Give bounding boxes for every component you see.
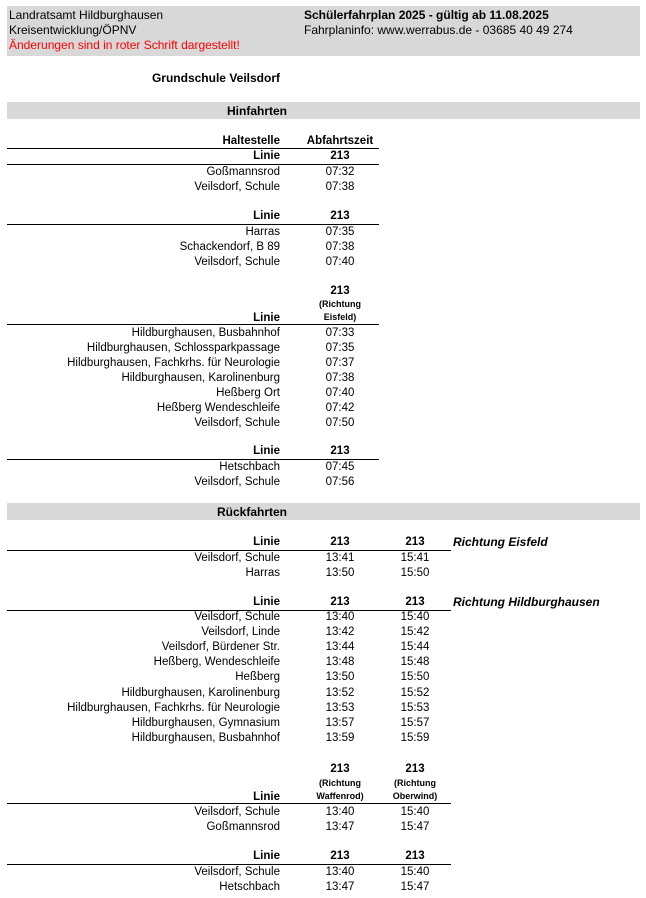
stop-name: Heßberg (235, 671, 280, 683)
departure-time: 15:44 (400, 641, 430, 653)
line-direction-note: (Richtung (319, 778, 361, 788)
line-direction-note: (Richtung (394, 778, 436, 788)
header-right (304, 8, 573, 38)
departure-time: 13:48 (325, 656, 355, 668)
departure-time: 15:47 (400, 821, 430, 833)
line-number: 213 (405, 850, 425, 862)
departure-time: 13:59 (325, 732, 355, 744)
departure-time: 07:56 (325, 476, 355, 488)
stop-name: Hildburghausen, Schlossparkpassage (86, 342, 280, 354)
stop-name: Harras (245, 226, 280, 238)
stop-name: Veilsdorf, Schule (194, 866, 280, 878)
departure-time: 13:44 (325, 641, 355, 653)
line-number: 213 (330, 150, 350, 162)
departure-time: 15:41 (400, 552, 430, 564)
line-label: Linie (253, 791, 280, 803)
authority-name: Landratsamt Hildburghausen (9, 8, 164, 22)
line-number: 213 (405, 536, 425, 548)
departure-time: 13:41 (325, 552, 355, 564)
departure-time: 15:40 (400, 866, 430, 878)
line-direction-note: Eisfeld) (323, 312, 357, 322)
departure-time: 13:47 (325, 881, 355, 893)
departure-time: 15:40 (400, 806, 430, 818)
stop-name: Hetschbach (219, 461, 280, 473)
departure-time: 13:57 (325, 717, 355, 729)
stop-name: Heßberg, Wendeschleife (153, 656, 280, 668)
stop-name: Veilsdorf, Schule (194, 476, 280, 488)
header-left (9, 8, 240, 53)
stop-name: Hildburghausen, Busbahnhof (131, 732, 280, 744)
department-name: Kreisentwicklung/ÖPNV (9, 23, 137, 37)
line-label: Linie (253, 312, 280, 324)
departure-time: 15:47 (400, 881, 430, 893)
line-direction-note: Oberwind) (392, 791, 438, 801)
stop-name: Hildburghausen, Karolinenburg (121, 687, 280, 699)
schedule-title: Schülerfahrplan 2025 - gültig ab 11.08.2025 (304, 8, 549, 22)
line-number: 213 (330, 536, 350, 548)
line-number: 213 (330, 763, 350, 775)
stop-name: Hildburghausen, Busbahnhof (131, 327, 280, 339)
departure-time: 13:50 (325, 671, 355, 683)
line-number: 213 (330, 596, 350, 608)
section-title: Rückfahrten (216, 505, 287, 519)
stop-name: Hetschbach (219, 881, 280, 893)
section-bar-hinfahrten (7, 102, 640, 119)
stop-name: Harras (245, 567, 280, 579)
departure-time: 13:42 (325, 626, 355, 638)
line-label: Linie (253, 150, 280, 162)
departure-time: 07:35 (325, 342, 355, 354)
departure-time: 15:48 (400, 656, 430, 668)
departure-time: 13:40 (325, 866, 355, 878)
stop-name: Hildburghausen, Fachkrhs. für Neurologie (67, 357, 280, 369)
line-label: Linie (253, 596, 280, 608)
direction-label: Richtung Hildburghausen (453, 595, 600, 609)
stop-name: Heßberg Wendeschleife (156, 402, 280, 414)
departure-time: 07:35 (325, 226, 355, 238)
column-header-time: Abfahrtszeit (306, 135, 374, 147)
line-number: 213 (330, 210, 350, 222)
column-header-stop: Haltestelle (222, 135, 280, 147)
departure-time: 07:42 (325, 402, 355, 414)
line-direction-note: Waffenrod) (316, 791, 364, 801)
departure-time: 07:40 (325, 256, 355, 268)
departure-time: 15:57 (400, 717, 430, 729)
departure-time: 13:40 (325, 806, 355, 818)
section-title: Hinfahrten (227, 104, 287, 118)
departure-time: 07:38 (325, 181, 355, 193)
stop-name: Hildburghausen, Fachkrhs. für Neurologie (67, 702, 280, 714)
departure-time: 13:47 (325, 821, 355, 833)
line-number: 213 (330, 445, 350, 457)
line-label: Linie (253, 536, 280, 548)
departure-time: 13:53 (325, 702, 355, 714)
divider (7, 324, 379, 325)
departure-time: 13:52 (325, 687, 355, 699)
stop-name: Veilsdorf, Bürdener Str. (161, 641, 280, 653)
departure-time: 15:40 (400, 611, 430, 623)
section-bar-rueckfahrten (7, 503, 640, 520)
departure-time: 15:50 (400, 671, 430, 683)
school-name: Grundschule Veilsdorf (151, 71, 280, 85)
changes-notice: Änderungen sind in roter Schrift dargestellt! (9, 38, 240, 52)
line-number: 213 (330, 285, 350, 297)
stop-name: Veilsdorf, Schule (194, 552, 280, 564)
stop-name: Veilsdorf, Schule (194, 806, 280, 818)
departure-time: 07:38 (325, 241, 355, 253)
line-number: 213 (405, 763, 425, 775)
stop-name: Veilsdorf, Schule (194, 256, 280, 268)
stop-name: Goßmannsrod (206, 166, 280, 178)
line-label: Linie (253, 850, 280, 862)
stop-name: Veilsdorf, Schule (194, 181, 280, 193)
departure-time: 13:50 (325, 567, 355, 579)
stop-name: Hildburghausen, Karolinenburg (121, 372, 280, 384)
divider (7, 803, 451, 804)
line-label: Linie (253, 210, 280, 222)
departure-time: 15:42 (400, 626, 430, 638)
stop-name: Heßberg Ort (216, 387, 280, 399)
line-number: 213 (330, 850, 350, 862)
departure-time: 07:37 (325, 357, 355, 369)
departure-time: 07:33 (325, 327, 355, 339)
departure-time: 07:50 (325, 417, 355, 429)
departure-time: 15:59 (400, 732, 430, 744)
line-direction-note: (Richtung (319, 299, 361, 309)
departure-time: 15:53 (400, 702, 430, 714)
stop-name: Goßmannsrod (206, 821, 280, 833)
departure-time: 07:45 (325, 461, 355, 473)
stop-name: Veilsdorf, Schule (194, 417, 280, 429)
stop-name: Hildburghausen, Gymnasium (131, 717, 280, 729)
departure-time: 13:40 (325, 611, 355, 623)
stop-name: Veilsdorf, Linde (201, 626, 280, 638)
departure-time: 07:32 (325, 166, 355, 178)
stop-name: Veilsdorf, Schule (194, 611, 280, 623)
line-number: 213 (405, 596, 425, 608)
schedule-info: Fahrplaninfo: www.werrabus.de - 03685 40 49 274 (304, 23, 573, 37)
direction-label: Richtung Eisfeld (453, 535, 548, 549)
line-label: Linie (253, 445, 280, 457)
departure-time: 07:40 (325, 387, 355, 399)
departure-time: 07:38 (325, 372, 355, 384)
stop-name: Schackendorf, B 89 (179, 241, 280, 253)
departure-time: 15:52 (400, 687, 430, 699)
departure-time: 15:50 (400, 567, 430, 579)
